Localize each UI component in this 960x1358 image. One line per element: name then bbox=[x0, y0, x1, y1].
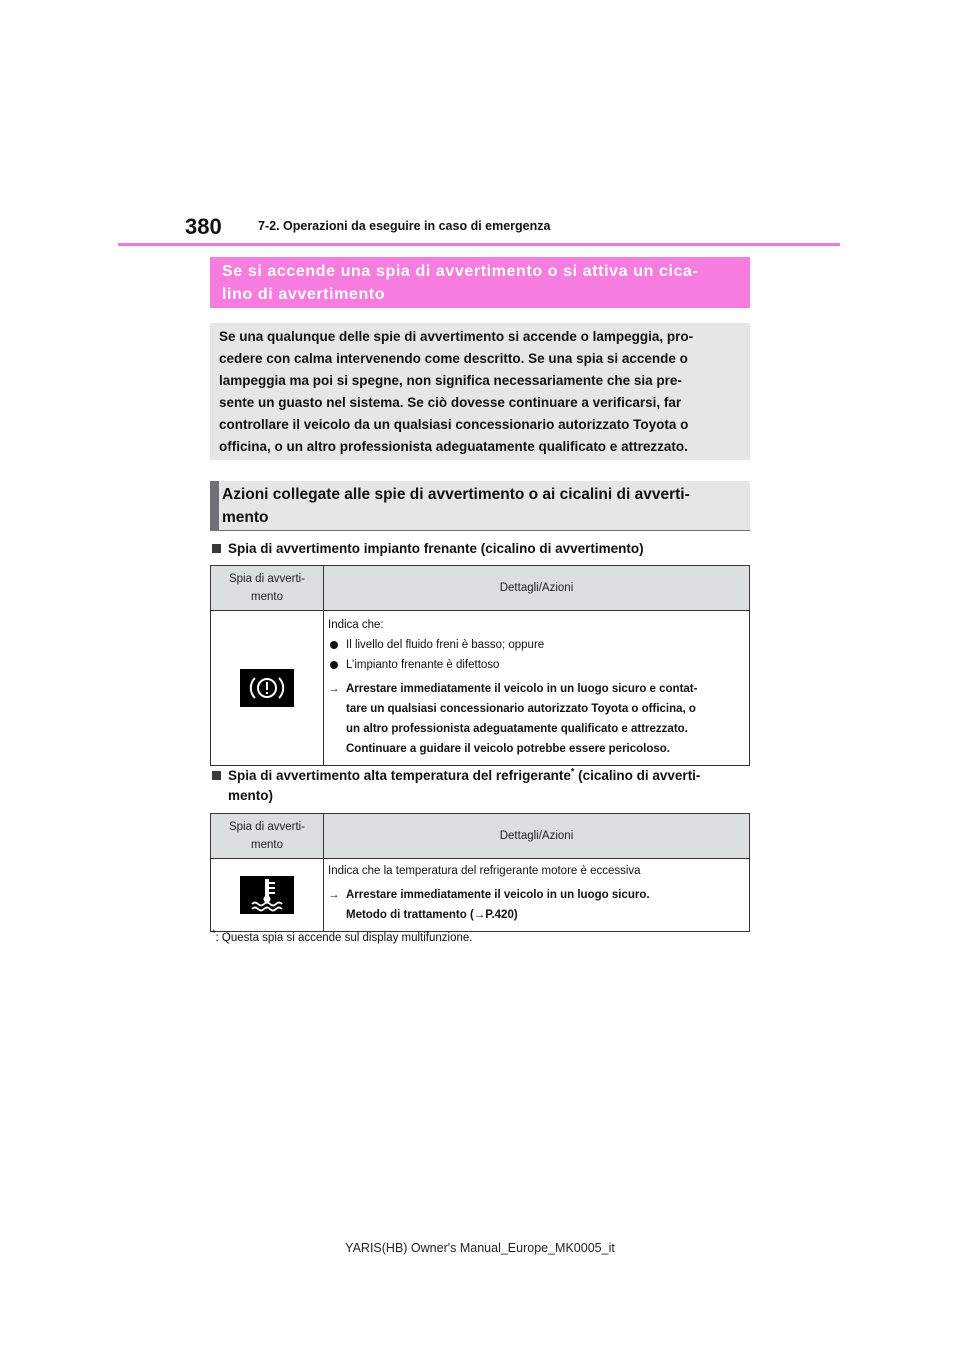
actions-heading bbox=[222, 483, 742, 529]
footnote-mark: * bbox=[212, 928, 216, 939]
col-header-spia bbox=[211, 566, 324, 611]
title-box-text bbox=[222, 260, 740, 306]
coolant-title-line-2: mento) bbox=[228, 788, 273, 803]
col-header-dettagli: Dettagli/Azioni bbox=[324, 566, 750, 611]
col-header-spia-line-1: Spia di avverti- bbox=[228, 573, 306, 585]
coolant-title-line-1 bbox=[228, 766, 750, 786]
coolant-action-line-2 bbox=[346, 905, 741, 925]
intro-line: officina, o un altro professionista adeguatamente qualificato e attrezzato. bbox=[219, 439, 688, 454]
table-header-row bbox=[211, 814, 750, 859]
coolant-temperature-icon bbox=[240, 876, 294, 914]
coolant-title-footnote-mark: * bbox=[570, 766, 575, 777]
col-header-dettagli: Dettagli/Azioni bbox=[324, 814, 750, 859]
table-row bbox=[211, 859, 750, 932]
square-bullet-icon bbox=[212, 771, 221, 780]
header-rule bbox=[118, 243, 840, 246]
title-box bbox=[210, 257, 750, 308]
footnote bbox=[212, 928, 473, 944]
list-item: Il livello del fluido freni è basso; oppure bbox=[328, 635, 741, 655]
brake-section-title-text: Spia di avvertimento impianto frenante (cicalino di avvertimento) bbox=[228, 541, 644, 556]
intro-box bbox=[210, 323, 750, 460]
intro-line: Se una qualunque delle spie di avvertimento si accende o lampeggia, pro- bbox=[219, 329, 694, 344]
coolant-table bbox=[210, 813, 750, 932]
actions-heading-box bbox=[210, 481, 750, 531]
coolant-detail-cell bbox=[324, 859, 750, 932]
arrow-right-icon: → bbox=[328, 889, 340, 901]
intro-line: cedere con calma intervenendo come descritto. Se una spia si accende o bbox=[219, 351, 688, 366]
footnote-text: : Questa spia si accende sul display multifunzione. bbox=[215, 932, 473, 944]
footer: YARIS(HB) Owner's Manual_Europe_MK0005_it bbox=[345, 1241, 615, 1255]
actions-heading-rule bbox=[210, 530, 750, 531]
coolant-action bbox=[328, 885, 741, 925]
coolant-action-line-1: Arrestare immediatamente il veicolo in un luogo sicuro. bbox=[346, 889, 650, 901]
col-header-spia-line-1: Spia di avverti- bbox=[228, 821, 306, 833]
page-reference-link[interactable]: P.420) bbox=[485, 909, 518, 921]
list-item: L’impianto frenante è difettoso bbox=[328, 655, 741, 675]
brake-action-line: tare un qualsiasi concessionario autorizzato Toyota o officina, o bbox=[346, 703, 696, 715]
coolant-detail-text: Indica che la temperatura del refrigerante motore è eccessiva bbox=[328, 865, 641, 877]
intro-line: sente un guasto nel sistema. Se ciò dovesse continuare a verificarsi, far bbox=[219, 395, 682, 410]
coolant-section-title bbox=[210, 766, 750, 806]
coolant-method-prefix: Metodo di trattamento ( bbox=[346, 909, 474, 921]
title-line-2: lino di avvertimento bbox=[222, 286, 386, 303]
coolant-title-part1: Spia di avvertimento alta temperatura del refrigerante bbox=[228, 768, 571, 783]
arrow-right-icon: → bbox=[328, 683, 340, 695]
page-number: 380 bbox=[185, 214, 222, 239]
actions-heading-line-1: Azioni collegate alle spie di avvertimento o ai cicalini di avverti- bbox=[222, 486, 690, 503]
brake-indica: Indica che: bbox=[328, 619, 384, 631]
title-line-1: Se si accende una spia di avvertimento o si attiva un cica- bbox=[222, 263, 699, 280]
brake-detail bbox=[324, 611, 749, 765]
col-header-spia-line-2: mento bbox=[251, 839, 283, 851]
actions-heading-line-2: mento bbox=[222, 509, 269, 526]
brake-icon-cell bbox=[211, 611, 324, 766]
section-header: 7-2. Operazioni da eseguire in caso di emergenza bbox=[258, 219, 551, 233]
brake-action-line: un altro professionista adeguatamente qualificato e attrezzato. bbox=[346, 723, 688, 735]
brake-action-line: Continuare a guidare il veicolo potrebbe essere pericoloso. bbox=[346, 743, 671, 755]
square-bullet-icon bbox=[212, 544, 221, 553]
brake-detail-cell bbox=[324, 611, 750, 766]
coolant-title-part2: (cicalino di avverti- bbox=[574, 768, 701, 783]
arrow-right-icon: → bbox=[473, 909, 486, 921]
intro-line: lampeggia ma poi si spegne, non significa necessariamente che sia pre- bbox=[219, 373, 682, 388]
col-header-spia bbox=[211, 814, 324, 859]
brake-warning-icon bbox=[240, 669, 294, 707]
brake-action-line: Arrestare immediatamente il veicolo in un luogo sicuro e contat- bbox=[346, 683, 698, 695]
col-header-spia-line-2: mento bbox=[251, 591, 283, 603]
intro-text bbox=[219, 326, 740, 458]
coolant-icon-cell bbox=[211, 859, 324, 932]
coolant-detail bbox=[324, 859, 749, 931]
brake-action bbox=[328, 679, 741, 759]
brake-table bbox=[210, 565, 750, 766]
table-header-row bbox=[211, 566, 750, 611]
intro-line: controllare il veicolo da un qualsiasi concessionario autorizzato Toyota o bbox=[219, 417, 689, 432]
table-row bbox=[211, 611, 750, 766]
brake-section-title bbox=[210, 539, 750, 559]
